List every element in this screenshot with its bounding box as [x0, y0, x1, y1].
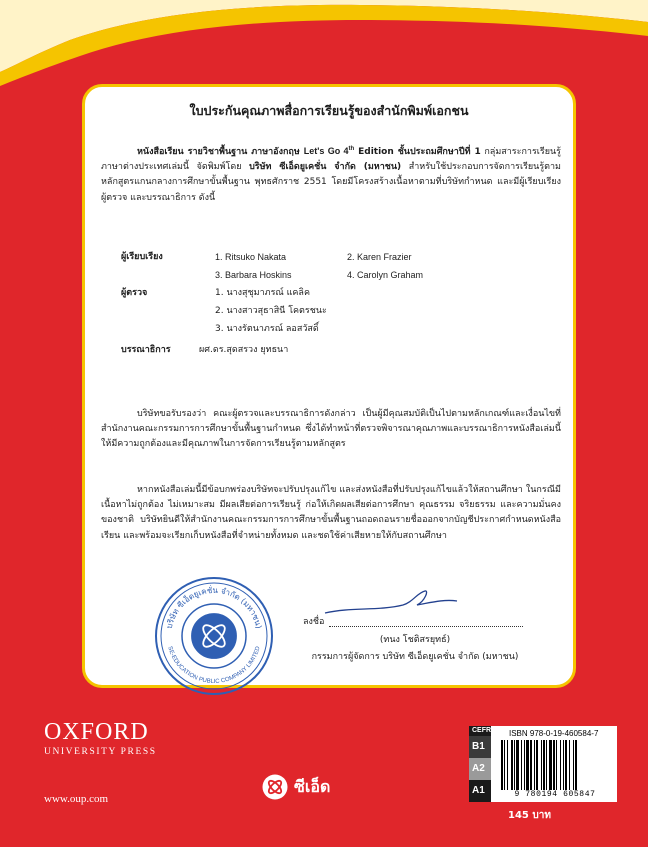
edition-superscript: th	[348, 146, 355, 152]
authors-row-2	[85, 267, 555, 284]
edition-grade: Edition ชั้นประถมศึกษาปีที่ 1	[354, 147, 481, 157]
author-4: 4. Carolyn Graham	[347, 270, 424, 280]
signer-title: กรรมการผู้จัดการ บริษัท ซีเอ็ดยูเคชั่น จำกัด (มหาชน)	[311, 652, 519, 662]
seal-emblem-icon	[192, 614, 236, 658]
cefr-levels	[469, 726, 491, 802]
intro-rest-1: กลุ่มสาระการเรียนรู้ภาษาต่างประเทศเล่มนี้ จัดพิมพ์โดย	[101, 147, 561, 173]
author-3: 3. Barbara Hoskins	[215, 270, 292, 280]
intro-rest-2: สำหรับใช้ประกอบการจัดการเรียนรู้ตามหลักสูตรแกนกลางการศึกษาขั้นพื้นฐาน พุทธศักราช 2551 โดยมีโครงสร้างเนื้อหาตามที่บริษัทกำหนด และมีผู้เรียบเรียง ผู้ตรวจ และบรรณาธิการ ดังนี้	[101, 162, 561, 203]
se-ed-logo-icon	[262, 774, 288, 800]
oup-text: UNIVERSITY PRESS	[44, 747, 157, 757]
editor-row	[85, 342, 555, 359]
defect-policy-paragraph: หากหนังสือเล่มนี้มีข้อบกพร่องบริษัทจะปรับปรุงแก้ไข และส่งหนังสือที่ปรับปรุงแก้ไขแล้วให้สถานศึกษา ในกรณีมีเนื้อหาไม่ถูกต้อง ไม่เหมาะสม มีผลเสียต่อการเรียนรู้ ก่อให้เกิดผลเสียต่อการศึกษา คุณธรรม จริยธรรม และความมั่นคงของชาติ บริษัทยินดีให้สำนักงานคณะกรรมการการศึกษาขั้นพื้นฐานถอดถอนรายชื่อออกจากบัญชีประกาศกำหนดหนังสือเรียน และพร้อมจะเรียกเก็บหนังสือที่จำหน่ายทั้งหมด และชดใช้ค่าเสียหายให้กับสถานศึกษา	[101, 485, 561, 541]
sign-prefix: ลงชื่อ	[303, 617, 325, 627]
certificate-title: ใบประกันคุณภาพสื่อการเรียนรู้ของสำนักพิมพ์เอกชน	[189, 103, 469, 118]
publisher-name: บริษัท ซีเอ็ดยูเคชั่น จำกัด (มหาชน)	[249, 162, 402, 173]
oup-url: www.oup.com	[44, 793, 109, 805]
reviewer-1: 1. นางสุชุมาภรณ์ แคลิค	[215, 288, 310, 298]
intro-lead: หนังสือเรียน รายวิชาพื้นฐาน ภาษาอังกฤษ	[137, 147, 304, 157]
certification-paragraph: บริษัทขอรับรองว่า คณะผู้ตรวจและบรรณาธิการดังกล่าว เป็นผู้มีคุณสมบัติเป็นไปตามหลักเกณฑ์และเงื่อนไขที่สำนักงานคณะกรรมการการศึกษาขั้นพื้นฐานกำหนด ซึ่งได้ทำหน้าที่ตรวจพิจารณาคุณภาพและบรรณาธิการหนังสือเล่มนี้ให้มีความถูกต้องและมีคุณภาพในการจัดการเรียนรู้ตามหลักสูตร	[101, 409, 561, 450]
seal-text-thai: บริษัท ซีเอ็ดยูเคชั่น จำกัด (มหาชน)	[164, 585, 264, 630]
barcode-panel	[469, 726, 617, 802]
authors-row-1	[85, 249, 555, 266]
oxford-logo-text: OXFORD	[44, 719, 149, 745]
cefr-a2: A2	[469, 758, 491, 780]
quality-certificate	[82, 84, 576, 688]
reviewers-row-3	[85, 321, 555, 338]
author-2: 2. Karen Frazier	[347, 252, 412, 262]
company-seal	[153, 575, 275, 697]
authors-label: ผู้เรียบเรียง	[121, 252, 163, 262]
cefr-a1: A1	[469, 780, 491, 802]
cefr-label: CEFR	[469, 726, 491, 736]
reviewer-2: 2. นางสาวสุธาสินี โคตรชนะ	[215, 306, 327, 316]
barcode-icon	[499, 740, 611, 790]
cover-top-decoration	[0, 0, 648, 90]
intro-paragraph	[101, 142, 561, 206]
reviewers-label: ผู้ตรวจ	[121, 288, 148, 298]
se-ed-brand: ซีเอ็ด	[294, 777, 331, 796]
reviewers-row-2	[85, 303, 555, 320]
reviewer-3: 3. นางรัตนาภรณ์ ลอสวัสดิ์	[215, 324, 319, 334]
seal-text-english: SE-EDUCATION PUBLIC COMPANY LIMITED	[166, 645, 262, 686]
editor-name: ผศ.ดร.สุดสรวง ยุทธนา	[199, 345, 289, 355]
reviewers-row-1	[85, 285, 555, 302]
price: 145 บาท	[508, 810, 551, 821]
signer-name: (ทนง โชติสรยุทธ์)	[379, 635, 451, 645]
editor-label: บรรณาธิการ	[121, 345, 171, 355]
book-title: Let's Go 4	[303, 146, 349, 156]
barcode-digits: 9 780194 605847	[514, 790, 596, 799]
signature-line	[303, 615, 523, 629]
author-1: 1. Ritsuko Nakata	[215, 252, 287, 262]
isbn-text: ISBN 978-0-19-460584-7	[509, 729, 599, 738]
cefr-b1: B1	[469, 736, 491, 758]
